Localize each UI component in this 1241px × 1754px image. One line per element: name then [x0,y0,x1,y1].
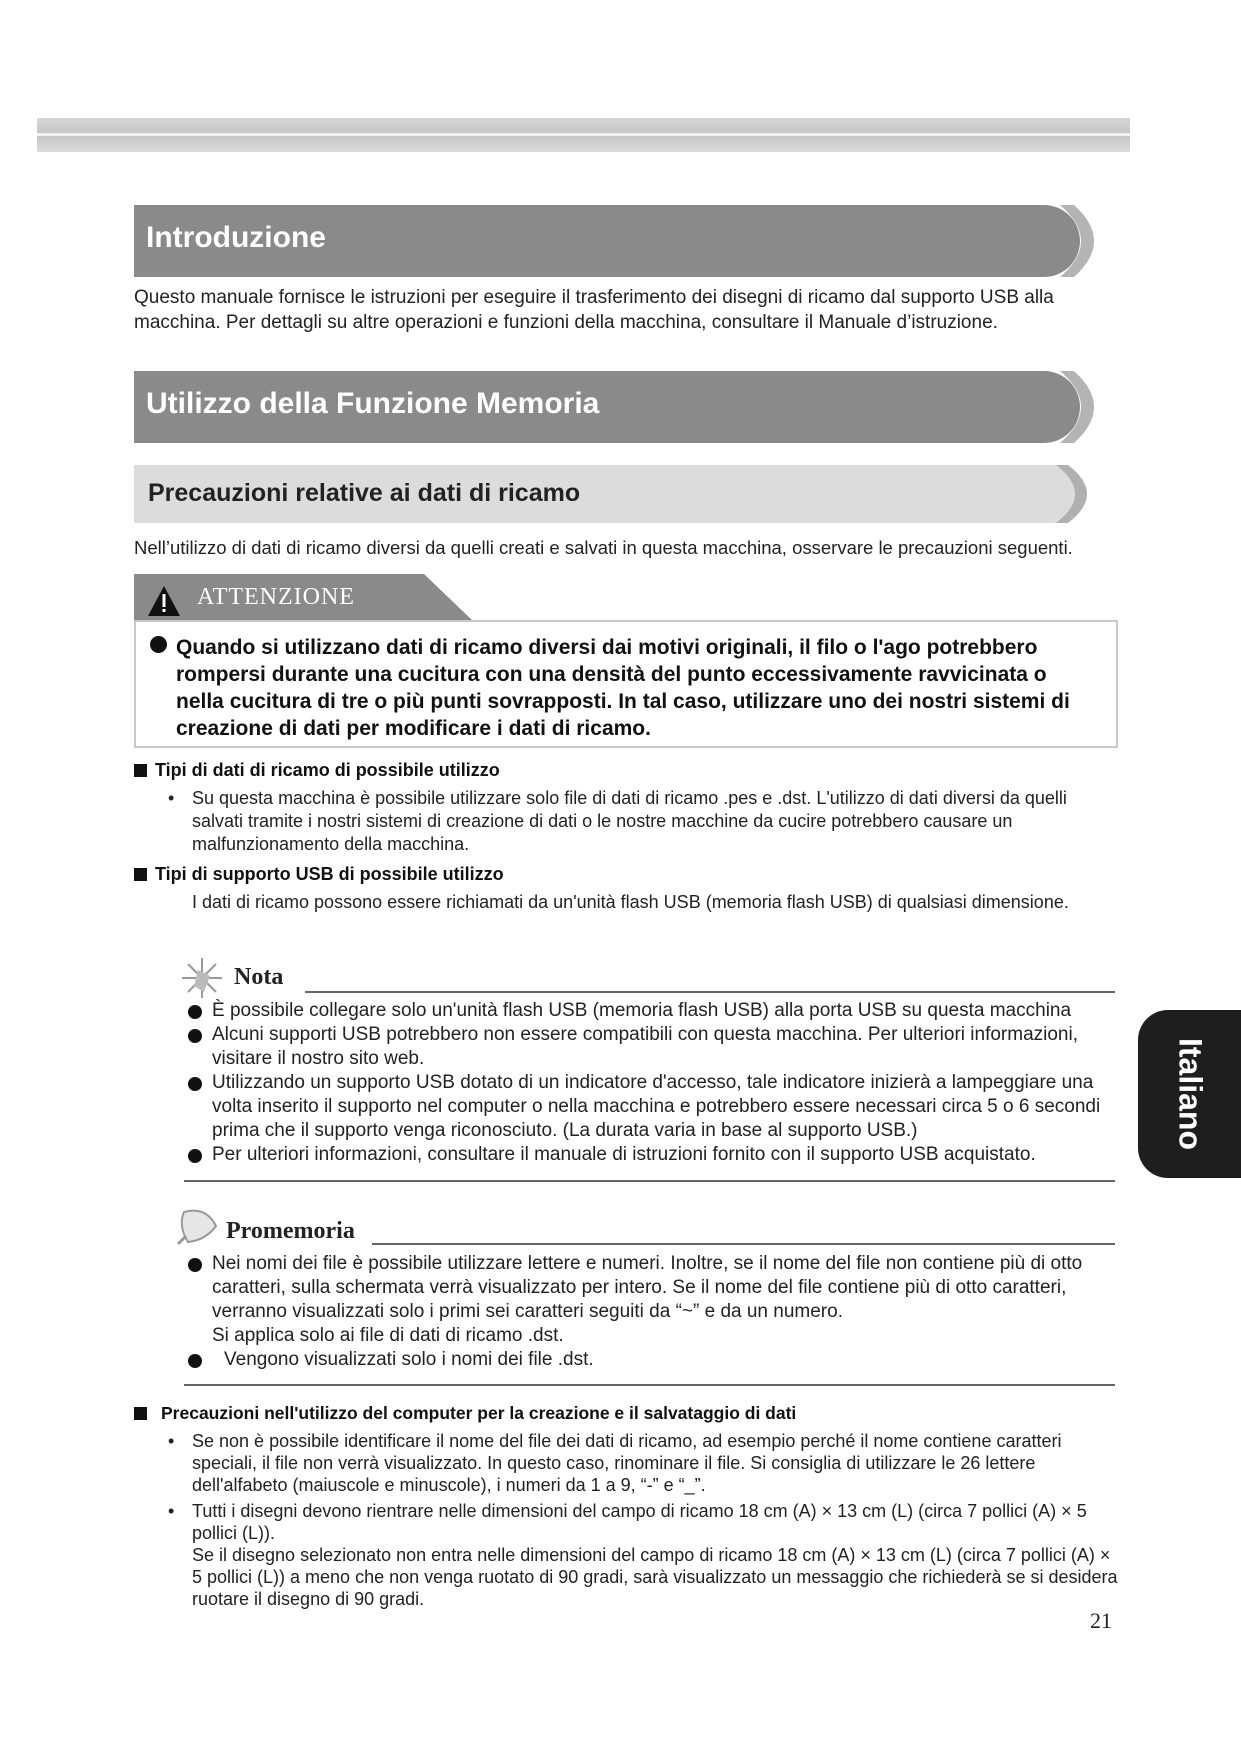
page-number: 21 [1090,1608,1112,1633]
intro-paragraph: Questo manuale fornisce le istruzioni per eseguire il trasferimento dei disegni di ricamo dal supporto USB alla macchina. Per dettagli su altre operazioni e funzioni della macchina, consultare il Manuale d’istruzione. [134,287,1054,333]
memo-rule [372,1243,1115,1245]
memo-bell-icon [176,1206,222,1246]
heading-data-types [134,760,500,781]
computer-item-note: Se il disegno selezionato non entra nelle dimensioni del campo di ricamo 18 cm (A) × 13 cm (L) (circa 7 pollici (A) × 5 pollici (L)) a meno che non venga ruotato di 90 gradi, sarà visualizzato un messaggio che richiederà se si desidera ruotare il disegno di 90 gradi. [192,1545,1118,1609]
heading-computer [134,1403,796,1424]
memo-item-note: Si applica solo ai file di dati di ricamo .dst. [212,1325,564,1346]
banner-chevron-icon [1040,371,1110,443]
note-item: È possibile collegare solo un'unità flash USB (memoria flash USB) alla porta USB su questa macchina [212,1000,1072,1021]
warning-label: ATTENZIONE [197,584,355,610]
header-bar-highlight [37,133,1130,136]
bullet-icon [188,1149,202,1163]
square-bullet-icon [134,868,147,881]
note-bottom-rule [184,1180,1115,1182]
bullet-icon [188,1077,202,1091]
square-bullet-icon [134,1407,147,1420]
memo-item: Nei nomi dei file è possibile utilizzare lettere e numeri. Inoltre, se il nome del file non contiene più di otto caratteri, sulla schermata verrà visualizzato per intero. Se il nome del file contiene più di otto caratteri, verranno visualizzati solo i primi sei caratteri seguiti da “~” e da un numero. [212,1253,1083,1322]
usb-types-text: I dati di ricamo possono essere richiamati da un'unità flash USB (memoria flash USB) di qualsiasi dimensione. [192,892,1069,912]
heading-computer-text: Precauzioni nell'utilizzo del computer per la creazione e il salvataggio di dati [161,1403,797,1423]
subsection-title-precauzioni: Precauzioni relative ai dati di ricamo [148,479,581,507]
note-sparkle-icon [180,956,224,1000]
computer-bullet: • [168,1501,175,1521]
data-types-text: Su questa macchina è possibile utilizzare solo file di dati di ricamo .pes e .dst. L'utilizzo di dati diversi da quelli salvati tramite i nostri sistemi di creazione di dati o le nostre macchine da cucire potrebbero causare un malfunzionamento della macchina. [192,788,1067,854]
heading-data-types-text: Tipi di dati di ricamo di possibile utilizzo [155,760,500,780]
subsection-banner-precauzioni [134,465,1080,523]
note-item: Alcuni supporti USB potrebbero non essere compatibili con questa macchina. Per ulteriori informazioni, visitare il nostro sito web. [212,1024,1078,1069]
bullet-icon [188,1005,202,1019]
language-side-tab-label: Italiano [1172,1037,1208,1151]
section-title-introduzione: Introduzione [146,221,326,254]
warning-box [134,620,1118,748]
computer-bullet: • [168,1431,175,1451]
heading-usb-types-text: Tipi di supporto USB di possibile utilizzo [155,864,504,884]
warning-text: Quando si utilizzano dati di ricamo diversi dai motivi originali, il filo o l'ago potrebbero rompersi durante una cucitura con una densità del punto eccessivamente ravvicinata o nella cucitura di tre o più punti sovrapposti. In tal caso, utilizzare uno dei nostri sistemi di creazione di dati per modificare i dati di ricamo. [176,636,1070,740]
memo-bottom-rule [184,1384,1115,1386]
heading-usb-types [134,864,504,885]
square-bullet-icon [134,764,147,777]
note-rule [305,991,1115,993]
note-item: Utilizzando un supporto USB dotato di un indicatore d'accesso, tale indicatore inizierà a lampeggiare una volta inserito il supporto nel computer o nella macchina e potrebbero essere necessari circa 5 o 6 secondi prima che il supporto venga riconosciuto. (La durata varia in base al supporto USB.) [212,1072,1101,1141]
bullet-icon [188,1258,202,1272]
precautions-paragraph: Nell’utilizzo di dati di ricamo diversi da quelli creati e salvati in questa macchina, osservare le precauzioni seguenti. [134,537,1073,558]
computer-item: Tutti i disegni devono rientrare nelle dimensioni del campo di ricamo 18 cm (A) × 13 cm (L) (circa 7 pollici (A) × 5 pollici (L)). [192,1501,1087,1543]
banner-chevron-icon [1040,465,1110,523]
section-banner-introduzione [134,205,1080,277]
section-title-memoria: Utilizzo della Funzione Memoria [146,387,600,420]
bullet-icon [188,1029,202,1043]
memo-item: Vengono visualizzati solo i nomi dei file .dst. [224,1349,594,1370]
computer-item: Se non è possibile identificare il nome del file dei dati di ricamo, ad esempio perché il nome contiene caratteri speciali, il file non verrà visualizzato. In questo caso, rinominare il file. Si consiglia di utilizzare le 26 lettere dell'alfabeto (maiuscole e minuscole), i numeri da 1 a 9, “-” e “_”. [192,1431,1062,1495]
bullet-icon [188,1354,202,1368]
banner-chevron-icon [1040,205,1110,277]
section-banner-memoria [134,371,1080,443]
note-item: Per ulteriori informazioni, consultare il manuale di istruzioni fornito con il supporto USB acquistato. [212,1144,1036,1165]
memo-title: Promemoria [226,1218,355,1244]
note-title: Nota [234,964,284,990]
language-side-tab [1138,1010,1241,1178]
bullet-icon [150,636,167,653]
data-types-bullet: • [168,788,175,808]
